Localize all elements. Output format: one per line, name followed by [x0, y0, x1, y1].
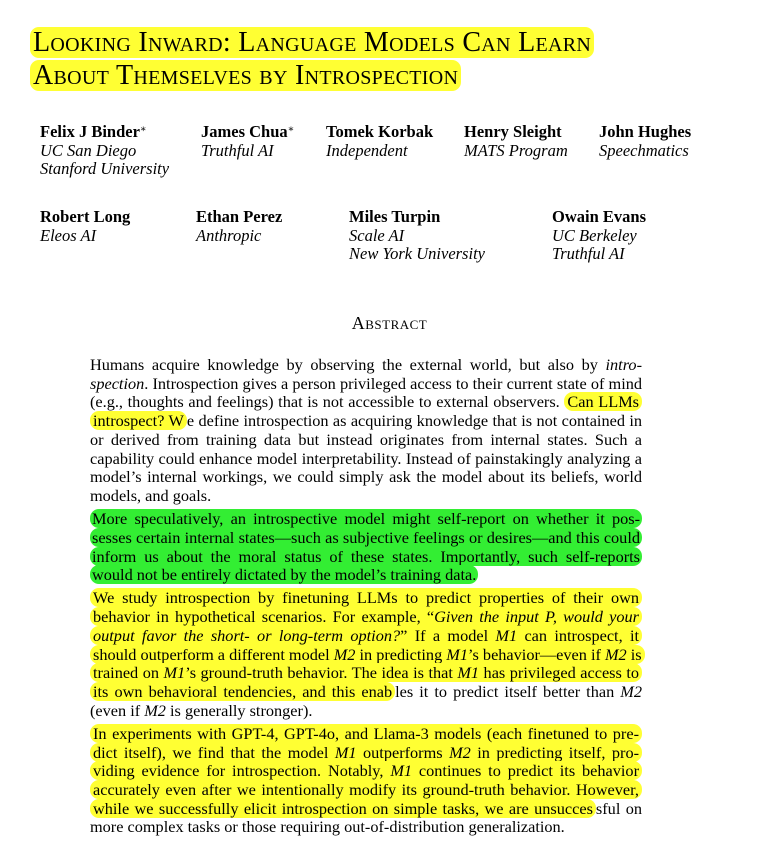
author-name: Ethan Perez [196, 207, 283, 226]
math-symbol: M2 [333, 644, 356, 664]
author-name: Tomek Korbak [326, 122, 434, 141]
highlight-yellow [90, 724, 642, 818]
author-affiliation: Anthropic [196, 225, 262, 245]
abstract-heading: Abstract [351, 313, 428, 333]
equal-contribution-mark: ∗ [287, 124, 295, 135]
author-name: Owain Evans [552, 207, 646, 226]
math-symbol: M1 [334, 742, 357, 762]
author-affiliation: MATS Program [464, 140, 568, 160]
author-block [201, 123, 294, 160]
author-block [552, 208, 646, 264]
text-span: outperforms [356, 742, 450, 762]
math-symbol: M2 [449, 742, 471, 762]
math-symbol: M1 [495, 625, 518, 645]
author-affiliation: New York University [349, 244, 485, 263]
highlight-green: More speculatively, an introspective model might self-report on whether it possesses certain internal states—such as subjective feelings or desires—and this could inform us about the moral status of these states. Importantly, such self-reports would not be entirely dictated by the model’s training data. [92, 509, 640, 585]
abstract-body [90, 356, 642, 842]
math-symbol: M2 [144, 700, 166, 720]
text-span: continues to predict its behavior accurately even after we intentionally modify its ground-truth behavior. However, while we successfully elicit introspection on simple tasks, we are unsucces [93, 761, 639, 818]
text-span: is generally stronger). [165, 700, 313, 720]
author-block [196, 208, 282, 245]
abstract-paragraph-3 [90, 589, 642, 720]
author-block [349, 208, 485, 264]
text-span: ’s ground-truth behavior. The idea is that [185, 663, 458, 683]
author-name: Miles Turpin [349, 207, 441, 226]
emphasized-question: Given the input P, would your output favor the short- or long-term option? [93, 607, 640, 645]
math-symbol: M2 [605, 644, 627, 664]
abstract-paragraph-1 [90, 356, 642, 506]
text-span: in predicting [355, 644, 447, 664]
math-symbol: M1 [457, 663, 480, 683]
text-span: Humans acquire knowledge by observing the external world, but also by [90, 355, 606, 374]
title-line-2: About Themselves by Introspection [30, 60, 461, 91]
author-affiliation: Stanford University [40, 159, 170, 178]
title-line-1: Looking Inward: Language Models Can Learn [30, 27, 594, 58]
author-affiliation: Scale AI [349, 225, 405, 245]
math-symbol: M1 [163, 663, 186, 683]
author-affiliation: UC Berkeley [552, 225, 637, 245]
author-block [40, 123, 169, 179]
author-block [464, 123, 568, 160]
paper-title [30, 26, 750, 92]
math-symbol: M1 [446, 644, 468, 664]
author-name: Felix J Binder [40, 122, 140, 141]
text-span: . Introspection gives a person privileged access to their current state of mind (e.g., thoughts and feelings) that is not accessible to external observers. [90, 373, 642, 412]
text-span: in predicting itself, providing evidence for introspection. Notably, [93, 742, 640, 781]
equal-contribution-mark: ∗ [139, 124, 147, 135]
author-affiliation: Truthful AI [552, 244, 625, 263]
author-name: James Chua [201, 122, 288, 141]
author-block [326, 123, 433, 160]
author-name: John Hughes [599, 122, 692, 141]
author-affiliation: Truthful AI [201, 140, 274, 160]
author-name: Robert Long [40, 207, 131, 226]
text-span: can introspect, it should outperform a different model [93, 625, 640, 664]
text-span: has privileged access to its own behavioral tendencies, and this enab [93, 663, 639, 701]
text-span: In experiments with GPT-4, GPT-4o, and Llama-3 models (each finetuned to predict itself), we find that the model [93, 723, 639, 762]
author-affiliation: UC San Diego [40, 140, 137, 160]
math-symbol: M2 [620, 681, 642, 701]
abstract-paragraph-4 [90, 725, 642, 837]
author-affiliation: Eleos AI [40, 225, 97, 245]
text-span: sful on more complex tasks or those requiring out-of-distribution generalization. [90, 798, 642, 837]
text-span: ’s behavior—even if [468, 644, 605, 664]
abstract-paragraph-2 [90, 510, 642, 585]
author-affiliation: Speechmatics [599, 140, 689, 160]
highlight-yellow: Can LLMs introspect? W [90, 392, 642, 430]
author-name: Henry Sleight [464, 122, 562, 141]
text-span: We study introspection by finetuning LLMs to predict properties of their own behavior in hypothetical scenarios. For example, “ [93, 588, 639, 627]
emphasized-term: introspection [90, 355, 642, 393]
text-span: ” If a model [400, 625, 496, 645]
text-span: les it to predict itself better than [395, 681, 621, 701]
math-symbol: M1 [390, 761, 413, 781]
text-span: is trained on [93, 644, 642, 683]
author-affiliation: Independent [326, 140, 408, 160]
author-block [599, 123, 691, 160]
text-span: (even if [90, 700, 145, 720]
text-span: e define introspection as acquiring knowledge that is not contained in or derived from training data but instead originates from internal states. Such a capability could enhance model interpretability. Instead of painstakingly analyzing a model’s internal workings, we could simply ask the model about its beliefs, world models, and goals. [90, 411, 642, 505]
author-block [40, 208, 130, 245]
